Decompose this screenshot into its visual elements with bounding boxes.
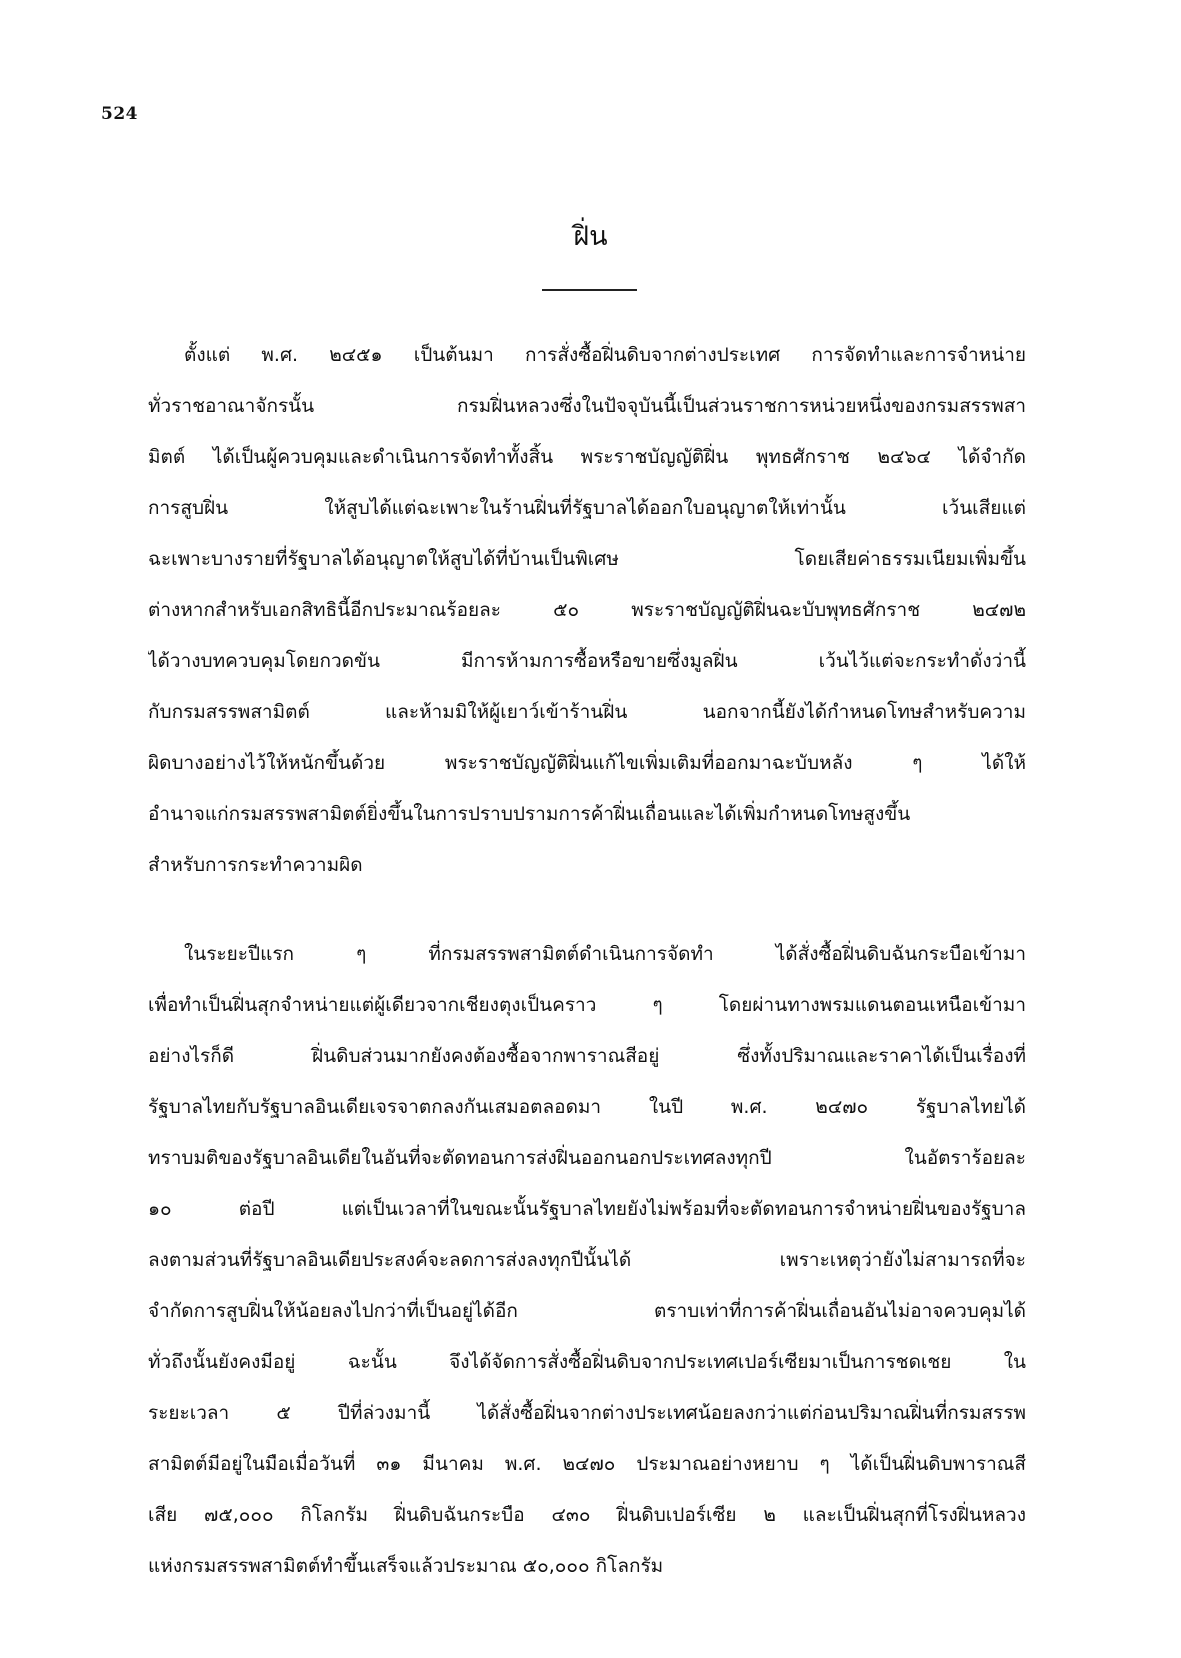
text-line: ทั่วราชอาณาจักรนั้น กรมฝิ่นหลวงซึ่งในปัจจุบันนี้เป็นส่วนราชการหน่วยหนึ่งของกรมสรรพสา xyxy=(148,395,1026,417)
paragraph-2 xyxy=(148,929,1026,1592)
text-line: ในระยะปีแรก ๆ ที่กรมสรรพสามิตต์ดำเนินการจัดทำ ได้สั่งซื้อฝิ่นดิบฉันกระบือเข้ามา xyxy=(184,943,1026,965)
text-line: จำกัดการสูบฝิ่นให้น้อยลงไปกว่าที่เป็นอยู่ได้อีก ตราบเท่าที่การค้าฝิ่นเถื่อนอันไม่อาจควบคุมได้ xyxy=(148,1300,1026,1322)
page-number: 524 xyxy=(101,104,138,124)
paragraph-gap xyxy=(148,891,1026,929)
text-line: เพื่อทำเป็นฝิ่นสุกจำหน่ายแต่ผู้เดียวจากเชียงตุงเป็นคราว ๆ โดยผ่านทางพรมแดนตอนเหนือเข้ามา xyxy=(148,994,1026,1016)
text-line: สำหรับการกระทำความผิด xyxy=(148,854,363,876)
text-line: ลงตามส่วนที่รัฐบาลอินเดียประสงค์จะลดการส่งลงทุกปีนั้นได้ เพราะเหตุว่ายังไม่สามารถที่จะ xyxy=(148,1249,1026,1271)
text-line: อย่างไรก็ดี ฝิ่นดิบส่วนมากยังคงต้องซื้อจากพาราณสีอยู่ ซึ่งทั้งปริมาณและราคาได้เป็นเรื่องที่ xyxy=(148,1045,1026,1067)
text-line: ผิดบางอย่างไว้ให้หนักขึ้นด้วย พระราชบัญญัติฝิ่นแก้ไขเพิ่มเติมที่ออกมาฉะบับหลัง ๆ ได้ให้ xyxy=(148,752,1026,774)
paragraph-1 xyxy=(148,330,1026,891)
text-line: ๑๐ ต่อปี แต่เป็นเวลาที่ในขณะนั้นรัฐบาลไทยยังไม่พร้อมที่จะตัดทอนการจำหน่ายฝิ่นของรัฐบาล xyxy=(148,1198,1026,1220)
text-line: ระยะเวลา ๕ ปีที่ล่วงมานี้ ได้สั่งซื้อฝิ่นจากต่างประเทศน้อยลงกว่าแต่ก่อนปริมาณฝิ่นที่กรมสรรพ xyxy=(148,1402,1026,1424)
text-line: การสูบฝิ่น ให้สูบได้แต่ฉะเพาะในร้านฝิ่นที่รัฐบาลได้ออกใบอนุญาตให้เท่านั้น เว้นเสียแต่ xyxy=(148,497,1026,519)
page-title: ฝิ่น xyxy=(573,221,608,252)
title-divider xyxy=(542,289,637,291)
text-line: รัฐบาลไทยกับรัฐบาลอินเดียเจรจาตกลงกันเสมอตลอดมา ในปี พ.ศ. ๒๔๗๐ รัฐบาลไทยได้ xyxy=(148,1096,1026,1118)
text-line: มิตต์ ได้เป็นผู้ควบคุมและดำเนินการจัดทำทั้งสิ้น พระราชบัญญัติฝิ่น พุทธศักราช ๒๔๖๔ ได้จำกัด xyxy=(148,446,1026,468)
text-line: ต่างหากสำหรับเอกสิทธินี้อีกประมาณร้อยละ ๕๐ พระราชบัญญัติฝิ่นฉะบับพุทธศักราช ๒๔๗๒ xyxy=(148,599,1026,621)
text-line: แห่งกรมสรรพสามิตต์ทำขึ้นเสร็จแล้วประมาณ ๕๐,๐๐๐ กิโลกรัม xyxy=(148,1555,664,1577)
text-line: เสีย ๗๕,๐๐๐ กิโลกรัม ฝิ่นดิบฉันกระบือ ๔๓๐ ฝิ่นดิบเปอร์เซีย ๒ และเป็นฝิ่นสุกที่โรงฝิ่นหลวง xyxy=(148,1504,1026,1526)
text-line: ทราบมติของรัฐบาลอินเดียในอันที่จะตัดทอนการส่งฝิ่นออกนอกประเทศลงทุกปี ในอัตราร้อยละ xyxy=(148,1147,1026,1169)
text-line: สามิตต์มีอยู่ในมือเมื่อวันที่ ๓๑ มีนาคม พ.ศ. ๒๔๗๐ ประมาณอย่างหยาบ ๆ ได้เป็นฝิ่นดิบพาราณสี xyxy=(148,1453,1026,1475)
text-line: ทั่วถึงนั้นยังคงมีอยู่ ฉะนั้น จึงได้จัดการสั่งซื้อฝิ่นดิบจากประเทศเปอร์เซียมาเป็นการชดเชย ใน xyxy=(148,1351,1026,1373)
text-line: กับกรมสรรพสามิตต์ และห้ามมิให้ผู้เยาว์เข้าร้านฝิ่น นอกจากนี้ยังได้กำหนดโทษสำหรับความ xyxy=(148,701,1026,723)
text-line: ฉะเพาะบางรายที่รัฐบาลได้อนุญาตให้สูบได้ที่บ้านเป็นพิเศษ โดยเสียค่าธรรมเนียมเพิ่มขึ้น xyxy=(148,548,1026,570)
body-text xyxy=(148,330,1026,1592)
text-line: ได้วางบทควบคุมโดยกวดขัน มีการห้ามการซื้อหรือขายซึ่งมูลฝิ่น เว้นไว้แต่จะกระทำดั่งว่านี้ xyxy=(148,650,1026,672)
text-line: อำนาจแก่กรมสรรพสามิตต์ยิ่งขึ้นในการปราบปรามการค้าฝิ่นเถื่อนและได้เพิ่มกำหนดโทษสูงขึ้น xyxy=(148,803,911,825)
text-line: ตั้งแต่ พ.ศ. ๒๔๕๑ เป็นต้นมา การสั่งซื้อฝิ่นดิบจากต่างประเทศ การจัดทำและการจำหน่าย xyxy=(184,344,1026,366)
